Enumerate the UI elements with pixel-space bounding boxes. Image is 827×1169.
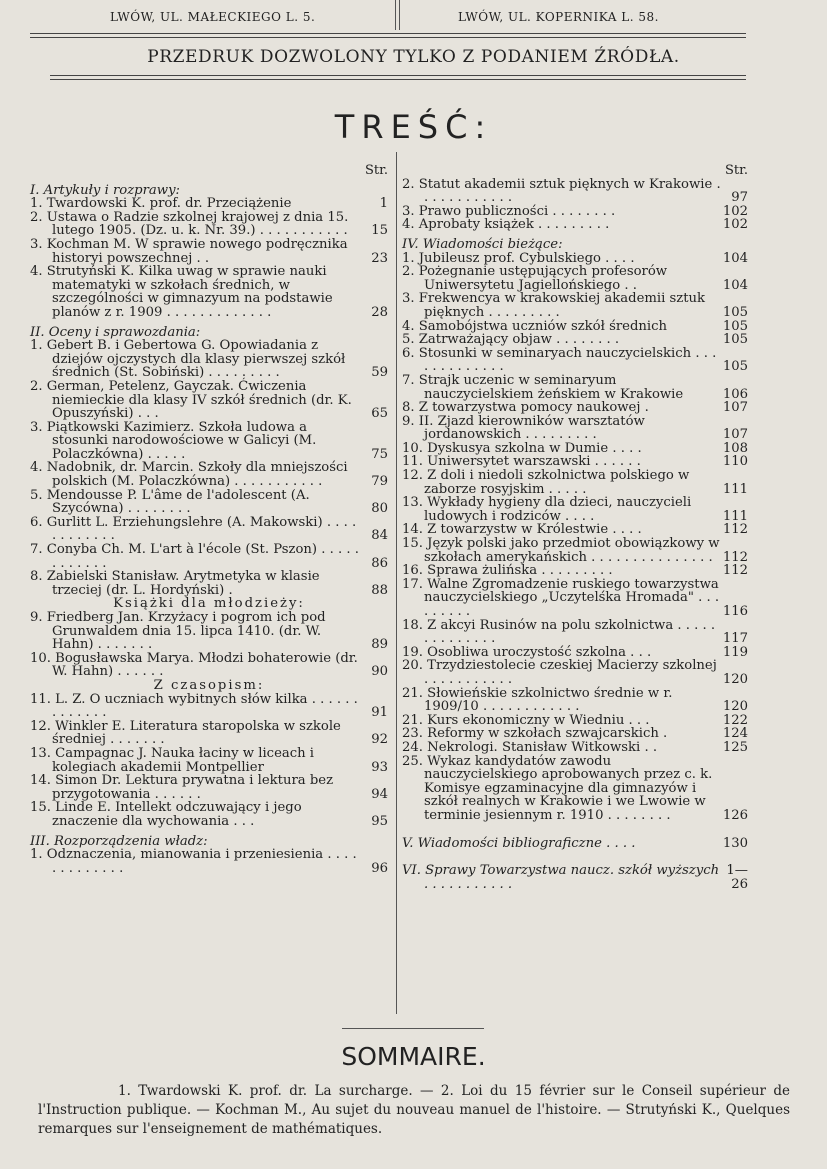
toc-entry: [30, 720, 388, 747]
toc-entry-page: 116: [722, 604, 748, 619]
toc-entry: [402, 320, 748, 334]
toc-entry: [402, 523, 748, 537]
toc-entry: [402, 469, 748, 496]
section-heading: III. Rozporządzenia władz:: [30, 833, 208, 849]
divider-line: [342, 1028, 484, 1029]
toc-entry-page: 125: [722, 739, 748, 755]
toc-entry-page: 105: [722, 318, 748, 334]
toc-entry-page: 112: [722, 522, 748, 538]
toc-entry: [30, 380, 388, 421]
header-left-address: LWÓW, UL. MAŁECKIEGO L. 5.: [110, 10, 316, 24]
toc-entry-page: 120: [722, 699, 748, 715]
toc-entry-title: 14. Simon Dr. Lektura prywatna i lektura bez przygotowania . . . . . .: [30, 773, 334, 802]
header-right-address: LWÓW, UL. KOPERNIKA L. 58.: [458, 10, 659, 24]
toc-entry-page: 65: [371, 406, 388, 422]
toc-entry: [30, 211, 388, 238]
toc-entry: [30, 848, 388, 875]
toc-entry: [402, 333, 748, 347]
subsection-heading: Książki dla młodzieży:: [113, 596, 305, 612]
toc-entry-page: 110: [722, 454, 748, 470]
toc-entry-title: 4. Strutyński K. Kilka uwag w sprawie nauki matematyki w szkołach średnich, w szczególności w gimnazyum na podstawie planów z r. 1909 . . . . . . . . . . . . .: [30, 264, 333, 320]
toc-entry: [30, 543, 388, 570]
toc-entry-page: 117: [722, 631, 748, 647]
toc-entry-page: 112: [722, 563, 748, 579]
toc-entry: [402, 455, 748, 469]
toc-entry-title: 1. Odznaczenia, mianowania i przeniesienia . . . . . . . . . . . . .: [30, 847, 357, 876]
toc-entry-page: 84: [371, 528, 388, 544]
toc-entry: [402, 374, 748, 401]
toc-entry-page: 111: [722, 508, 748, 524]
column-divider: [396, 152, 397, 1014]
toc-left-list: [30, 178, 388, 876]
toc-entry: [402, 347, 748, 374]
toc-entry-title: 2. Statut akademii sztuk pięknych w Krakowie . . . . . . . . . . . .: [402, 176, 721, 206]
toc-entry-page: 112: [722, 549, 748, 565]
toc-entry-page: 105: [722, 332, 748, 348]
toc-entry-title: 15. Język polski jako przedmiot obowiązkowy w szkołach amerykańskich . . . . . . . . . . . . . . .: [402, 536, 720, 565]
toc-entry: [402, 741, 748, 755]
toc-entry-title: 1. Jubileusz prof. Cybulskiego . . . .: [402, 250, 635, 266]
page-title: TREŚĆ:: [334, 108, 493, 146]
toc-entry-title: 21. Kurs ekonomiczny w Wiedniu . . .: [402, 712, 650, 728]
toc-entry-page: 92: [371, 732, 388, 748]
toc-entry-title: 9. Friedberg Jan. Krzyżacy i pogrom ich pod Grunwaldem dnia 15. lipca 1410. (dr. W. Hahn) . . . . . . .: [30, 610, 326, 653]
toc-entry-page: 23: [371, 250, 388, 266]
toc-entry-title: 17. Walne Zgromadzenie ruskiego towarzystwa nauczycielskiego „Uczytelśka Hromada" . . . . . . . . .: [402, 576, 720, 619]
toc-entry-page: 124: [722, 726, 748, 742]
toc-entry: [402, 864, 748, 891]
toc-entry-page: 119: [722, 644, 748, 660]
toc-entry-page: 75: [371, 446, 388, 462]
section-heading: II. Oceny i sprawozdania:: [30, 324, 201, 340]
toc-entry-page: 80: [371, 501, 388, 517]
toc-entry: [402, 205, 748, 219]
toc-entry-page: 120: [722, 671, 748, 687]
toc-entry-page: 1—26: [726, 863, 748, 892]
toc-entry: [30, 693, 388, 720]
toc-entry-title: 23. Reformy w szkołach szwajcarskich .: [402, 726, 668, 742]
toc-entry-title: VI. Sprawy Towarzystwa naucz. szkół wyższych . . . . . . . . . . .: [402, 863, 720, 892]
toc-entry-page: 1: [379, 196, 388, 212]
toc-entry-title: 5. Zatrważający objaw . . . . . . . .: [402, 332, 620, 348]
toc-entry-page: 90: [371, 664, 388, 680]
str-label: Str.: [364, 163, 388, 178]
toc-entry: [402, 564, 748, 578]
toc-entry-page: 93: [371, 759, 388, 775]
toc-entry-page: 95: [371, 813, 388, 829]
toc-entry-title: 1. Gebert B. i Gebertowa G. Opowiadania z dziejów ojczystych dla klasy pierwszej szkół średnich (St. Sobiński) . . . . . . . . .: [30, 338, 346, 381]
toc-entry: [30, 774, 388, 801]
toc-entry-title: 8. Zabielski Stanisław. Arytmetyka w klasie trzeciej (dr. L. Hordyński) .: [30, 569, 320, 598]
toc-entry: [30, 421, 388, 462]
toc-entry-page: 111: [722, 481, 748, 497]
sommaire-heading: SOMMAIRE.: [341, 1042, 486, 1071]
toc-entry-page: 97: [731, 190, 748, 206]
toc-right-column: [402, 164, 748, 891]
toc-entry: [30, 265, 388, 319]
toc-entry-title: 25. Wykaz kandydatów zawodu nauczycielskiego aprobowanych przez c. k. Komisye egzaminacyjne dla gimnazyów i szkół realnych w Krakowie i we Lwowie w terminie jesiennym r. 1910 . . . . . . . .: [402, 753, 713, 823]
toc-entry: [402, 401, 748, 415]
toc-entry-title: 21. Słowieńskie szkolnictwo średnie w r. 1909/10 . . . . . . . . . . . .: [402, 685, 673, 715]
toc-entry-title: 6. Stosunki w seminaryach nauczycielskich . . . . . . . . . . . . .: [402, 345, 717, 375]
toc-entry: [30, 339, 388, 380]
toc-entry-title: 11. L. Z. O uczniach wybitnych słów kilka . . . . . . . . . . . . .: [30, 691, 358, 721]
toc-entry-title: 12. Z doli i niedoli szkolnictwa polskiego w zaborze rosyjskim . . . . .: [402, 468, 690, 497]
toc-entry-title: 13. Campagnac J. Nauka łaciny w liceach i kolegiach akademii Montpellier: [30, 745, 315, 775]
toc-entry-page: 102: [722, 217, 748, 233]
toc-entry: [402, 496, 748, 523]
toc-entry-title: 3. Piątkowski Kazimierz. Szkoła ludowa a stosunki narodowościowe w Galicyi (M. Polaczkówna) . . . . .: [30, 419, 317, 462]
toc-entry-title: 18. Z akcyi Rusinów na polu szkolnictwa . . . . . . . . . . . . . .: [402, 617, 716, 647]
toc-entry: [402, 755, 748, 823]
rule-line: [30, 37, 746, 38]
toc-entry-title: 9. II. Zjazd kierowników warsztatów jordanowskich . . . . . . . . .: [402, 413, 645, 443]
subsection-heading: Z czasopism:: [153, 677, 265, 693]
reprint-notice: PRZEDRUK DOZWOLONY TYLKO Z PODANIEM ŹRÓDŁA.: [147, 47, 680, 67]
toc-entry: [30, 461, 388, 488]
toc-entry-title: V. Wiadomości bibliograficzne . . . .: [402, 835, 636, 851]
rule-line: [30, 33, 746, 34]
toc-right-list: [402, 178, 748, 892]
toc-entry: [30, 747, 388, 774]
toc-entry-page: 102: [722, 203, 748, 219]
toc-left-column: [30, 164, 388, 875]
rule-line: [50, 75, 746, 76]
toc-entry-title: 2. Ustawa o Radzie szkolnej krajowej z dnia 15. lutego 1905. (Dz. u. k. Nr. 39.) . . . . . . . . . . .: [30, 209, 349, 239]
toc-entry-page: 130: [722, 835, 748, 851]
toc-entry-page: 28: [371, 304, 388, 320]
toc-entry-page: 106: [722, 386, 748, 402]
toc-entry-title: 3. Prawo publiczności . . . . . . . .: [402, 203, 616, 219]
toc-entry: [402, 265, 748, 292]
toc-entry-title: 13. Wykłady hygieny dla dzieci, nauczycieli ludowych i rodziców . . . .: [402, 495, 692, 524]
toc-entry: [402, 714, 748, 728]
toc-entry-title: 16. Sprawa żulińska . . . . . . . . .: [402, 563, 613, 579]
toc-entry: [402, 415, 748, 442]
toc-entry: [30, 801, 388, 828]
toc-entry: [30, 197, 388, 211]
toc-entry-title: 2. German, Petelenz, Gayczak. Ćwiczenia niemieckie dla klasy IV szkół średnich (dr. K. Opuszyński) . . .: [30, 378, 352, 422]
toc-entry: [402, 619, 748, 646]
toc-entry-page: 104: [722, 250, 748, 266]
toc-entry-title: 4. Nadobnik, dr. Marcin. Szkoły dla mniejszości polskich (M. Polaczkówna) . . . . . . . . . . .: [30, 460, 348, 490]
toc-entry: [30, 570, 388, 597]
toc-entry-title: 10. Bogusławska Marya. Młodzi bohaterowie (dr. W. Hahn) . . . . . .: [30, 650, 358, 680]
toc-entry-title: 20. Trzydziestolecie czeskiej Macierzy szkolnej . . . . . . . . . . .: [402, 658, 717, 687]
toc-entry: [402, 578, 748, 619]
toc-entry-title: 12. Winkler E. Literatura staropolska w szkole średniej . . . . . . .: [30, 718, 341, 748]
toc-entry-page: 126: [722, 807, 748, 823]
toc-entry: [402, 178, 748, 205]
toc-entry-page: 59: [371, 365, 388, 381]
toc-entry-page: 105: [722, 304, 748, 320]
header-divider: [395, 0, 400, 30]
str-label: Str.: [724, 163, 748, 178]
toc-entry: [30, 238, 388, 265]
toc-entry-title: 3. Kochman M. W sprawie nowego podręcznika historyi powszechnej . .: [30, 236, 348, 266]
toc-entry-title: 24. Nekrologi. Stanisław Witkowski . .: [402, 739, 658, 755]
sommaire-text: 1. Twardowski K. prof. dr. La surcharge. — 2. Loi du 15 février sur le Conseil supérieur de l'Instruction publique. — Kochman M., Au sujet du nouveau manuel de l'histoire. — Strutyński K., Quelques remarques sur l'enseignement de mathématiques.: [38, 1083, 790, 1137]
toc-entry-page: 104: [722, 277, 748, 293]
toc-entry: [402, 727, 748, 741]
toc-entry-page: 96: [371, 860, 388, 876]
toc-entry-title: 7. Strajk uczenic w seminaryum nauczycielskiem żeńskiem w Krakowie: [402, 372, 684, 402]
toc-entry-page: 86: [371, 555, 388, 571]
toc-entry-title: 15. Linde E. Intellekt odczuwający i jego znaczenie dla wychowania . . .: [30, 800, 302, 829]
toc-entry: [402, 687, 748, 714]
toc-entry-page: 91: [371, 705, 388, 721]
toc-entry-title: 2. Pożegnanie ustępujących profesorów Uniwersytetu Jagiellońskiego . .: [402, 264, 668, 293]
toc-entry-title: 3. Frekwencya w krakowskiej akademii sztuk pięknych . . . . . . . . .: [402, 291, 706, 320]
section-heading: I. Artykuły i rozprawy:: [30, 182, 180, 198]
toc-entry-title: 10. Dyskusya szkolna w Dumie . . . .: [402, 440, 642, 456]
toc-entry: [402, 442, 748, 456]
toc-entry-page: 107: [722, 427, 748, 443]
toc-entry-page: 105: [722, 359, 748, 375]
toc-entry: [402, 646, 748, 660]
section-heading: IV. Wiadomości bieżące:: [402, 236, 563, 252]
toc-entry-title: 1. Twardowski K. prof. dr. Przeciążenie: [30, 196, 292, 212]
toc-entry-page: 88: [371, 582, 388, 598]
toc-entry: [30, 611, 388, 652]
toc-entry-title: 8. Z towarzystwa pomocy naukowej .: [402, 400, 649, 416]
toc-entry-title: 14. Z towarzystw w Królestwie . . . .: [402, 522, 642, 538]
toc-entry-page: 79: [371, 474, 388, 490]
toc-entry: [402, 218, 748, 232]
toc-entry: [402, 837, 748, 851]
toc-entry-page: 122: [722, 712, 748, 728]
toc-entry-title: 5. Mendousse P. L'âme de l'adolescent (A. Szycówna) . . . . . . . .: [30, 487, 310, 517]
toc-entry: [30, 489, 388, 516]
toc-entry-title: 4. Aprobaty książek . . . . . . . . .: [402, 217, 610, 233]
toc-entry: [402, 659, 748, 686]
toc-entry: [402, 292, 748, 319]
toc-entry-page: 15: [371, 223, 388, 239]
toc-entry-title: 11. Uniwersytet warszawski . . . . . .: [402, 454, 641, 470]
rule-line: [50, 79, 746, 80]
toc-entry-title: 19. Osobliwa uroczystość szkolna . . .: [402, 644, 652, 660]
toc-entry: [402, 252, 748, 266]
toc-entry-page: 94: [371, 786, 388, 802]
toc-entry-title: 6. Gurlitt L. Erziehungslehre (A. Makowski) . . . . . . . . . . . .: [30, 514, 357, 544]
toc-entry-page: 108: [722, 440, 748, 456]
toc-entry: [30, 516, 388, 543]
toc-entry: [30, 652, 388, 679]
toc-entry-title: 7. Conyba Ch. M. L'art à l'école (St. Pszon) . . . . . . . . . . . .: [30, 542, 359, 571]
toc-entry-page: 89: [371, 637, 388, 653]
toc-entry-page: 107: [722, 400, 748, 416]
toc-entry-title: 4. Samobójstwa uczniów szkół średnich: [402, 318, 667, 334]
toc-entry: [402, 537, 748, 564]
